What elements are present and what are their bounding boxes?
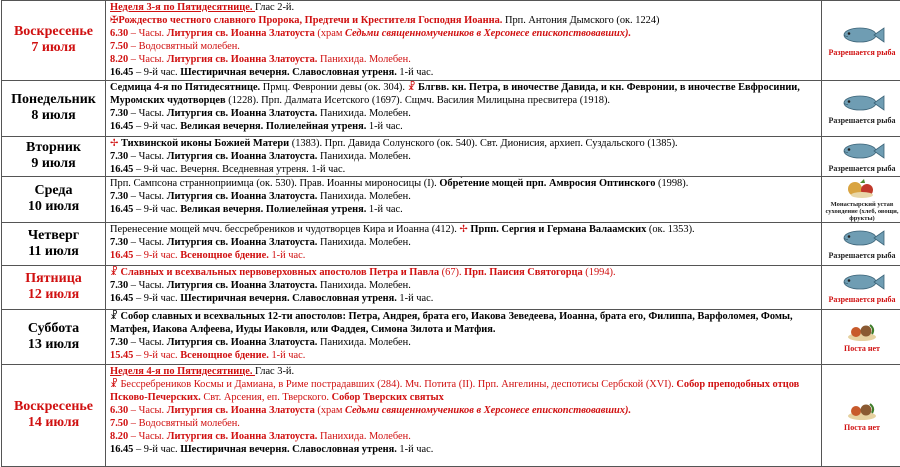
service-line <box>110 27 819 40</box>
vegetables-icon <box>838 177 886 199</box>
day-row <box>2 309 900 364</box>
services-cell <box>106 364 822 466</box>
service-text: Прп. Сампсона странноприимца (ок. 530). Прав. Иоанны мироносицы (I). <box>110 178 439 189</box>
day-cell <box>2 265 106 309</box>
service-text: Седьми священномучеников в Херсонесе епископствовавших). <box>345 405 631 416</box>
service-text: (1383). Прп. Давида Солунского (ок. 540). Свт. Дионисия, архиеп. Суздальского (1385). <box>289 138 678 149</box>
service-text: 7.30 <box>110 280 128 291</box>
service-line <box>110 378 819 404</box>
day-cell <box>2 1 106 81</box>
service-text: – Часы. <box>128 431 167 442</box>
day-row <box>2 176 900 222</box>
service-text: Шестиричная вечерня. Славословная утреня. <box>180 444 397 455</box>
service-text: 1-й час. <box>397 293 433 304</box>
day-row <box>2 364 900 466</box>
service-line <box>110 417 819 430</box>
food-cell <box>822 176 900 222</box>
food-icon <box>838 320 886 342</box>
food-label: Разрешается рыба <box>822 116 900 125</box>
day-row <box>2 136 900 176</box>
services-cell <box>106 222 822 265</box>
day-cell <box>2 136 106 176</box>
service-line <box>110 203 819 216</box>
service-text: 6.30 <box>110 405 128 416</box>
service-line <box>110 177 819 190</box>
service-text: 16.45 <box>110 164 133 175</box>
service-text: – Часы. <box>128 191 167 202</box>
service-text: (храм <box>315 405 345 416</box>
service-line <box>110 40 819 53</box>
feast-symbol-icon: ☧ <box>408 82 416 93</box>
service-text: Бессребреников Космы и Дамиана, в Риме пострадавших (284). Мч. Потита (II). Прп. Ангелины, деспотисы Сербской (XVI). <box>118 379 677 390</box>
service-text: – 9-й час. <box>133 444 180 455</box>
food-cell <box>822 265 900 309</box>
service-text: 16.45 <box>110 250 133 261</box>
food-cell <box>822 222 900 265</box>
service-line <box>110 310 819 336</box>
service-line <box>110 266 819 279</box>
service-text: Литургия св. Иоанна Златоуста. <box>167 54 318 65</box>
service-line <box>110 150 819 163</box>
service-text: 7.50 <box>110 41 128 52</box>
food-label: Разрешается рыба <box>822 251 900 260</box>
fish-icon <box>838 227 886 249</box>
service-text: Всенощное бдение. <box>180 250 269 261</box>
service-text: 16.45 <box>110 67 133 78</box>
service-line <box>110 190 819 203</box>
service-line <box>110 249 819 262</box>
service-text: 7.30 <box>110 337 128 348</box>
service-text: – Часы. <box>128 151 167 162</box>
feast-symbol-icon: ☧ <box>110 379 118 390</box>
day-cell <box>2 80 106 136</box>
services-cell <box>106 1 822 81</box>
service-text: 1-й час. <box>366 121 402 132</box>
service-text: – Часы. <box>128 337 167 348</box>
food-cell <box>822 309 900 364</box>
service-text: Литургия св. Иоанна Златоуста <box>167 405 315 416</box>
day-name: Суббота <box>2 321 105 337</box>
service-text: (храм <box>315 28 345 39</box>
service-line <box>110 236 819 249</box>
food-cell <box>822 80 900 136</box>
service-text: Панихида. Молебен. <box>317 237 410 248</box>
day-row <box>2 265 900 309</box>
service-text: – Часы. <box>128 108 167 119</box>
service-text: Литургия св. Иоанна Златоуста. <box>167 191 318 202</box>
service-text: (1228). Прп. Далмата Исетского (1697). Сщмч. Василия Милицына пресвитера (1918). <box>226 95 610 106</box>
service-text: Великая вечерня. Полиелейная утреня. <box>180 121 366 132</box>
service-line <box>110 223 819 236</box>
service-text: Прп. Паисия Святогорца <box>464 267 583 278</box>
service-text: – Часы. <box>128 280 167 291</box>
service-text: 7.30 <box>110 108 128 119</box>
service-line <box>110 279 819 292</box>
service-line <box>110 81 819 107</box>
food-label: Разрешается рыба <box>822 48 900 57</box>
service-text: Литургия св. Иоанна Златоуста. <box>167 431 318 442</box>
day-date: 10 июля <box>2 199 105 215</box>
service-text: Панихида. Молебен. <box>317 280 410 291</box>
service-line <box>110 443 819 456</box>
service-text: (1994). <box>583 267 616 278</box>
service-text: Тихвинской иконы Божией Матери <box>118 138 289 149</box>
service-text: Прмц. Февронии девы (ок. 304). <box>260 82 407 93</box>
service-text: Глас 2-й. <box>255 2 294 13</box>
service-text: Собор Тверских святых <box>332 392 444 403</box>
food-cell <box>822 136 900 176</box>
services-cell <box>106 265 822 309</box>
day-cell <box>2 222 106 265</box>
service-text: 16.45 <box>110 293 133 304</box>
day-date: 12 июля <box>2 287 105 303</box>
service-text: Перенесение мощей мчч. бессребреников и чудотворцев Кира и Иоанна (412). <box>110 224 459 235</box>
service-text: 1-й час. <box>366 204 402 215</box>
service-text: 7.30 <box>110 151 128 162</box>
services-cell <box>106 176 822 222</box>
service-text: Глас 3-й. <box>255 366 294 377</box>
service-text: 8.20 <box>110 54 128 65</box>
service-line <box>110 1 819 14</box>
day-date: 14 июля <box>2 415 105 431</box>
food-cell <box>822 1 900 81</box>
service-text: 1-й час. <box>397 444 433 455</box>
service-line <box>110 107 819 120</box>
food-label: Разрешается рыба <box>822 164 900 173</box>
service-line <box>110 336 819 349</box>
service-text: Панихида. Молебен. <box>317 54 410 65</box>
service-text: 1-й час. <box>269 350 305 361</box>
fish-icon <box>838 92 886 114</box>
service-line <box>110 349 819 362</box>
service-text: Свт. Арсения, еп. Тверского. <box>201 392 332 403</box>
food-label: Поста нет <box>822 423 900 432</box>
day-row <box>2 222 900 265</box>
service-text: – 9-й час. <box>133 350 180 361</box>
service-text: 8.20 <box>110 431 128 442</box>
fish-icon <box>838 271 886 293</box>
service-text: Панихида. Молебен. <box>317 151 410 162</box>
service-text: Панихида. Молебен. <box>317 191 410 202</box>
service-text: – 9-й час. <box>133 250 180 261</box>
service-text: (67). <box>439 267 464 278</box>
service-text: Неделя 3-я по Пятидесятнице. <box>110 2 255 13</box>
service-text: Всенощное бдение. <box>180 350 269 361</box>
service-line <box>110 404 819 417</box>
service-text: Литургия св. Иоанна Златоуста. <box>167 337 318 348</box>
service-text: Блгвв. кн. Петра, в иночестве Давида, и кн. Февронии, в иночестве Евфросинии, Муромских чудотворцев <box>110 82 800 106</box>
service-text: – 9-й час. Вечерня. Вседневная утреня. 1-й час. <box>133 164 345 175</box>
service-text: 7.30 <box>110 237 128 248</box>
day-name: Среда <box>2 183 105 199</box>
day-name: Воскресенье <box>2 24 105 40</box>
food-label: Разрешается рыба <box>822 295 900 304</box>
service-line <box>110 163 819 176</box>
service-text: 1-й час. <box>269 250 305 261</box>
food-label: Монастырский устав сухоядение (хлеб, овощи, фрукты) <box>822 201 900 222</box>
service-line <box>110 430 819 443</box>
service-text: – Часы. <box>128 54 167 65</box>
feast-symbol-icon: ✢ <box>459 224 467 235</box>
day-date: 7 июля <box>2 40 105 56</box>
day-cell <box>2 176 106 222</box>
fish-icon <box>838 24 886 46</box>
feast-symbol-icon: ☧ <box>110 311 118 322</box>
service-text: Литургия св. Иоанна Златоуста. <box>167 237 318 248</box>
day-date: 13 июля <box>2 337 105 353</box>
fish-icon <box>838 140 886 162</box>
service-text: (ок. 1353). <box>646 224 694 235</box>
feast-symbol-icon: ☧ <box>110 267 118 278</box>
service-text: Рождество честного славного Пророка, Предтечи и Крестителя Господня Иоанна. <box>118 15 502 26</box>
service-text: 15.45 <box>110 350 133 361</box>
day-name: Понедельник <box>2 92 105 108</box>
service-text: Седмица 4-я по Пятидесятнице. <box>110 82 260 93</box>
service-text: Собор преподобных отцов Псково-Печерских. <box>110 379 799 403</box>
service-text: Великая вечерня. Полиелейная утреня. <box>180 204 366 215</box>
service-line <box>110 53 819 66</box>
service-text: – Водосвятный молебен. <box>128 418 240 429</box>
service-line <box>110 66 819 79</box>
service-text: Шестиричная вечерня. Славословная утреня. <box>180 293 397 304</box>
service-text: Неделя 4-я по Пятидесятнице. <box>110 366 255 377</box>
day-date: 9 июля <box>2 156 105 172</box>
service-line <box>110 137 819 150</box>
day-cell <box>2 364 106 466</box>
service-text: 6.30 <box>110 28 128 39</box>
food-cell <box>822 364 900 466</box>
day-name: Пятница <box>2 271 105 287</box>
service-text: Панихида. Молебен. <box>317 108 410 119</box>
service-text: 7.30 <box>110 191 128 202</box>
service-line <box>110 292 819 305</box>
food-icon <box>838 399 886 421</box>
feast-symbol-icon: ✢ <box>110 138 118 149</box>
service-text: 16.45 <box>110 204 133 215</box>
service-text: 16.45 <box>110 444 133 455</box>
day-date: 11 июля <box>2 244 105 260</box>
service-text: – Часы. <box>128 237 167 248</box>
service-text: – Часы. <box>128 28 167 39</box>
service-text: (1998). <box>655 178 688 189</box>
day-row <box>2 80 900 136</box>
service-text: Седьми священномучеников в Херсонесе епископствовавших). <box>345 28 631 39</box>
service-text: 1-й час. <box>397 67 433 78</box>
service-line <box>110 14 819 27</box>
service-text: – 9-й час. <box>133 121 180 132</box>
service-text: – 9-й час. <box>133 293 180 304</box>
service-text: 16.45 <box>110 121 133 132</box>
day-date: 8 июля <box>2 108 105 124</box>
services-cell <box>106 80 822 136</box>
service-text: – 9-й час. <box>133 67 180 78</box>
service-text: Панихида. Молебен. <box>317 337 410 348</box>
service-text: Шестиричная вечерня. Славословная утреня. <box>180 67 397 78</box>
service-text: Прпп. Сергия и Германа Валаамских <box>468 224 647 235</box>
service-text: Литургия св. Иоанна Златоуста. <box>167 151 318 162</box>
service-line <box>110 120 819 133</box>
services-cell <box>106 136 822 176</box>
service-text: – Водосвятный молебен. <box>128 41 240 52</box>
service-text: Литургия св. Иоанна Златоуста. <box>167 280 318 291</box>
service-text: Собор славных и всехвальных 12-ти апостолов: Петра, Андрея, брата его, Иакова Зеведеева, Иоанна, брата его, Филиппа, Варфоломея, Фомы, Матфея, Иакова Алфеева, Иуды Иаковля, или Фаддея, Симона Зилота и Матфия. <box>110 311 793 335</box>
service-text: Обре́тение мощей прп. Амвросия Оптинского <box>439 178 655 189</box>
schedule-table <box>1 0 900 467</box>
service-text: Панихида. Молебен. <box>317 431 410 442</box>
service-text: Прп. Антония Дымского (ок. 1224) <box>502 15 659 26</box>
service-text: – Часы. <box>128 405 167 416</box>
service-text: Славных и всехвальных первоверховных апостолов Петра и Павла <box>118 267 439 278</box>
day-name: Вторник <box>2 140 105 156</box>
day-cell <box>2 309 106 364</box>
food-label: Поста нет <box>822 344 900 353</box>
service-text: – 9-й час. <box>133 204 180 215</box>
service-line <box>110 365 819 378</box>
day-name: Воскресенье <box>2 399 105 415</box>
day-row <box>2 1 900 81</box>
feast-symbol-icon: ✠ <box>110 15 118 26</box>
service-text: Литургия св. Иоанна Златоуста <box>167 28 315 39</box>
day-name: Четверг <box>2 228 105 244</box>
service-text: 7.50 <box>110 418 128 429</box>
services-cell <box>106 309 822 364</box>
service-text: Литургия св. Иоанна Златоуста. <box>167 108 318 119</box>
